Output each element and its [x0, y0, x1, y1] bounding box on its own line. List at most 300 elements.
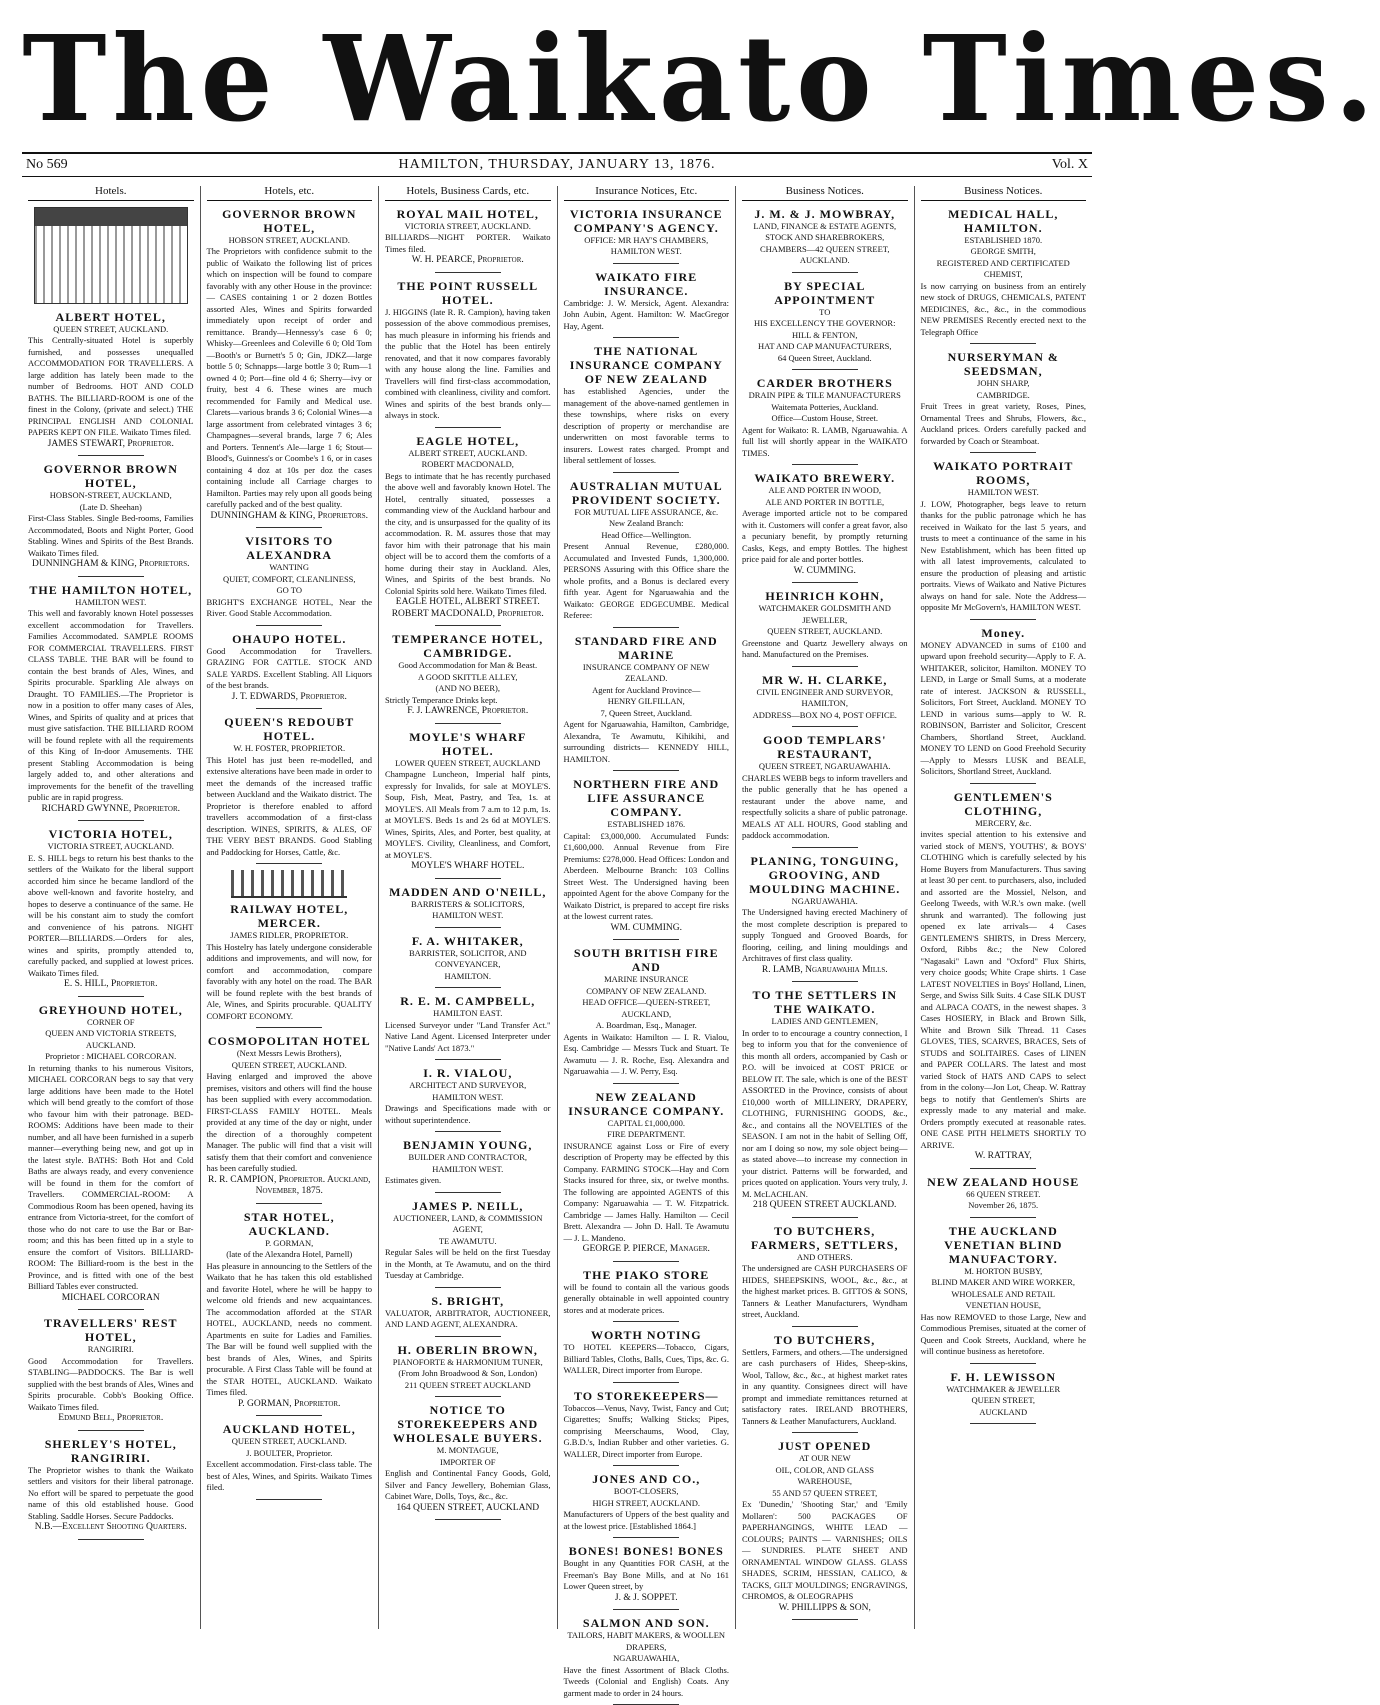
advertisement [742, 1439, 908, 1620]
advertisement [564, 270, 730, 339]
ad-subline: WATCHMAKER & JEWELLER [946, 1383, 1061, 1394]
ad-body: invites special attention to his extensive and varied stock of MEN'S, YOUTHS', & BOYS' CLOTHING which is carefully selected by his Home Buyers from Manufacturers. Thus saving at least 30 per cent. to purchasers, also, included and assorted are the Mossiel, Nelson, and Geelong Tweeds, with W.R.'s own make. (well shrunk and warranted). The following just opened ex late arrivals— 4 Cases GENTLEMEN'S SHIRTS, in Dress Mercery, Oxford, Ribbs &c.; the New Colored "Nagasaki" Lawn and "Oxford" Flux Shirts, very choice goods; White Crape shirts. 1 Case LATEST NOVELTIES in Boys' Holland, Linen, Serge, and Swiss Silk Suits. 4 Case SILK DUST and ALPACA COATS, in the newest shapes. 3 Cases HOSIERY, in Black and Brown Silk, White and Brown Silk Thread. 11 Cases GLOVES, TIES, SCARVES, BRACES, Sets of STUDS and SOLITAIRES. Cases of LINEN and PAPER COLLARS. The latest and most varied Stock of HATS AND CAPS to select from in the colony—Jon Lot, Cheap. W. Rattray begs to notify that Gentlemen's Shirts are expressly made to any material and make. Orders promptly executed at reasonable rates. ONE CASE PITH HELMETS SHORTLY TO ARRIVE. [920, 829, 1086, 1150]
divider [970, 1363, 1036, 1364]
ad-subline: MARINE INSURANCE [604, 974, 689, 984]
ad-title: MR W. H. CLARKE, [762, 672, 888, 687]
ad-subline: VICTORIA STREET, AUCKLAND. [47, 841, 174, 851]
advertisement [564, 1472, 730, 1538]
divider [78, 820, 144, 821]
ad-body: Average imported article not to be compared with it. Customers will confer a great favor, also a pecuniary benefit, by promptly returning Casks, Kegs, and empty Bottles. The highest price paid for ale and porter bottles. [742, 508, 908, 564]
ad-subline: QUEEN AND VICTORIA STREETS, [45, 1028, 177, 1038]
ad-title: JUST OPENED [778, 1439, 872, 1453]
ad-title: MOYLE'S WHARF HOTEL. [409, 729, 527, 758]
divider [256, 708, 322, 709]
ad-title: QUEEN'S REDOUBT HOTEL. [224, 715, 355, 743]
ad-title: J. M. & J. MOWBRAY, [754, 206, 896, 221]
ad-title: AUCKLAND HOTEL, [222, 1422, 356, 1436]
ad-subline: HAMILTON WEST. [432, 1163, 504, 1174]
ad-title: THE PIAKO STORE [583, 1267, 710, 1282]
ad-subline: LOWER QUEEN STREET, AUCKLAND [395, 757, 541, 768]
divider [970, 783, 1036, 784]
ad-subline: (Next Messrs Lewis Brothers), [236, 1048, 342, 1058]
ad-body: Estimates given. [385, 1175, 442, 1185]
advertisement [564, 946, 730, 1084]
advertisement [207, 534, 373, 626]
ad-title: BONES! BONES! BONES [568, 1544, 724, 1558]
advertisement [385, 885, 551, 928]
divider [256, 1203, 322, 1204]
advertisement [28, 462, 194, 577]
ad-subline: TO [819, 306, 831, 317]
ad-title: WAIKATO FIRE INSURANCE. [595, 269, 698, 298]
divider [970, 619, 1036, 620]
advertisement [207, 207, 373, 529]
column-3 [378, 186, 557, 1629]
ad-title: NOTICE TO STOREKEEPERS AND WHOLESALE BUYERS. [392, 1403, 543, 1445]
ad-body: Capital: £3,000,000. Accumulated Funds: £1,600,000. Annual Revenue from Fire Premiums: £278,000. Head Offices: London and Aberdeen. Melbourne Branch: 103 Collins Street West. The Undersigned having been appointed Agent for the above Company for the Waikato District, is prepared to accept fire risks at the lowest current rates. [563, 830, 729, 921]
ad-body: Having enlarged and improved the above premises, visitors and others will find the house has been supplied with every accommodation. FIRST-CLASS FAMILY HOTEL. Meals provided at any time of the day or night, under the direction of a thoroughly competent Manager. The public will find that a visit will satisfy them that their comfort and convenience has been carefully studied. [206, 1071, 372, 1173]
divider [792, 464, 858, 465]
ad-subline: WATCHMAKER GOLDSMITH AND JEWELLER, [758, 603, 891, 625]
ad-title: MADDEN AND O'NEILL, [389, 884, 547, 899]
ad-subline: ALBERT STREET, AUCKLAND. [408, 447, 528, 458]
ad-body: Licensed Surveyor under "Land Transfer Act." Native Land Agent. Licensed Interpreter under "Native Lands' Act 1873." [385, 1019, 551, 1053]
ad-body: This Hostelry has lately undergone considerable additions and improvements, and will now, for comfort and accommodation, compare favorably with any hotel on the road. The BAR will be found replete with the best brands of Ale, Wines, and Spirits procurable. QUALITY COMFORT ECONOMY. [206, 941, 372, 1021]
ad-signature: W. RATTRAY, [974, 1151, 1032, 1161]
ad-title: VICTORIA INSURANCE COMPANY'S AGENCY. [569, 206, 723, 235]
ad-subline: AT OUR NEW [798, 1453, 851, 1463]
divider [970, 1423, 1036, 1424]
divider [613, 770, 679, 771]
advertisement [742, 471, 908, 583]
divider [256, 527, 322, 528]
ad-body: Agent for Ngaruawahia, Hamilton, Cambridge, Alexandra, Te Awamutu, Kihikihi, and surrounding districts— KENNEDY HILL, HAMILTON. [563, 719, 729, 764]
advertisement [742, 1333, 908, 1434]
ad-title: HEINRICH KOHN, [765, 589, 885, 603]
column-heading: Hotels, Business Cards, etc. [385, 186, 551, 201]
ad-title: OHAUPO HOTEL. [232, 631, 347, 646]
advertisement [385, 1066, 551, 1132]
ad-subline: GO TO [276, 585, 302, 595]
ad-title: BENJAMIN YOUNG, [403, 1138, 533, 1152]
ad-body: Drawings and Specifications made with or without superintendence. [385, 1103, 551, 1125]
ad-subline: LADIES AND GENTLEMEN, [771, 1016, 878, 1026]
ad-signature: DUNNINGHAM & KING, Proprietors. [32, 559, 190, 569]
ad-subline: TE AWAMUTU. [438, 1235, 497, 1246]
ad-title: RAILWAY HOTEL, MERCER. [230, 902, 349, 930]
divider [256, 625, 322, 626]
advertisement [28, 583, 194, 822]
ad-body: Bought in any Quantities FOR CASH, at the Freeman's Bay Bone Mills, and at No 161 Lower Queen street, by [563, 1558, 729, 1591]
ad-signature: MOYLE'S WHARF HOTEL. [411, 861, 525, 871]
ad-subline: 64 Queen Street, Auckland. [777, 352, 872, 363]
ad-subline: QUEEN STREET, [971, 1395, 1036, 1405]
ad-title: ALBERT HOTEL, [55, 309, 166, 324]
advertisement [385, 434, 551, 627]
ad-subline: M. MONTAGUE, [436, 1445, 499, 1455]
ad-title: JONES AND CO., [592, 1472, 701, 1486]
dateline [22, 152, 1092, 177]
ad-signature: RICHARD GWYNNE, Proprietor. [41, 803, 181, 814]
ad-title: TO BUTCHERS, [774, 1332, 876, 1347]
advertisement [385, 934, 551, 989]
advertisement [385, 1138, 551, 1193]
ad-subline: CAMBRIDGE. [976, 389, 1030, 400]
ad-subline: WANTING [269, 562, 310, 572]
divider [435, 1287, 501, 1288]
advertisement [921, 207, 1087, 345]
ad-subline: QUEEN STREET, AUCKLAND. [767, 626, 883, 636]
ad-signature: R. R. CAMPION, Proprietor. Auckland, November, 1875. [208, 1174, 371, 1196]
ad-title: SOUTH BRITISH FIRE AND [573, 946, 719, 974]
advertisement [921, 1175, 1087, 1218]
ad-title: AUSTRALIAN MUTUAL PROVIDENT SOCIETY. [569, 478, 723, 507]
advertisement [742, 733, 908, 848]
advertisement [564, 207, 730, 264]
ad-signature: N.B.—Excellent Shooting Quarters. [34, 1522, 187, 1532]
ad-body: Strictly Temperance Drinks kept. [385, 694, 498, 705]
divider [792, 369, 858, 370]
ad-body: Has pleasure in announcing to the Settlers of the Waikato that he has taken this old established and favorite Hotel, where he will be happy to welcome old friends and new acquaintances. The accommodation afforded at the STAR HOTEL, AUCKLAND, needs no comment. Apartments en suite for Ladies and Families. The Bar will be found well supplied with the best brands of Ales, Wines, and Spirits procurable. A First Class Table will be found at the STAR HOTEL, AUCKLAND. Waikato Times filed. [206, 1260, 372, 1397]
issue-number: No 569 [26, 157, 68, 172]
advertisement [385, 730, 551, 879]
ad-subline: QUEEN STREET, AUCKLAND. [53, 323, 169, 334]
ad-subline: TAILORS, HABIT MAKERS, & WOOLLEN DRAPERS, [567, 1630, 726, 1652]
divider [435, 987, 501, 988]
ad-body: Champagne Luncheon, Imperial half pints, expressly for Invalids, for sale at MOYLE'S. Soup, Fish, Meat, Pastry, and Tea, 1s. at MOYLE'S. All Meals from 7 a.m to 12 p.m, 1s. at MOYLE'S. Beds 1s and 2s 6d at MOYLE'S. Wines, Spirits, Ales, and Porter, best quality, at MOYLE'S. Civility, Cleanliness, and Comfort, at MOYLE'S. [385, 769, 551, 860]
ad-body: has established Agencies, under the management of the above-named gentlemen in these townships, where risks on every description of property or merchandise are underwritten on most favorable terms to insurers. Lowest rates charged. Prompt and liberal settlement of losses. [563, 386, 729, 465]
ad-title: F. H. LEWISSON [950, 1369, 1057, 1384]
ad-body: In order to to encourage a country connection, I beg to inform you that for the convenience of this month all orders, accompanied by Cash or P.O. will be invoiced at COST PRICE or BELOW IT. The sale, which is one of the BEST ASSORTED in the Province, consists of about £10,000 worth of MILLINERY, DRAPERY, CLOTHING, FURNISHING GOODS, &c., &c., and contains all the NOVELTIES of the SEASON. I am not in the habit of Selling Off, nor am I doing so now, my sole object being—as stated above—to increase my connection in your district. Patterns will be forwarded, and prices quoted on application. Yours very truly, J. M. McLACHLAN. [742, 1027, 908, 1199]
advertisement [564, 1544, 730, 1610]
divider [613, 337, 679, 338]
ad-subline: ESTABLISHED 1870. [964, 234, 1043, 245]
ad-body: This Hotel has just been re-modelled, and extensive alterations have been made in order to meet the demands of the increased traffic between Auckland and the Waikato district. The Proprietor is therefore enabled to afford travellers accommodation of a first-class description. WINES, SPIRITS, & ALES, OF THE VERY BEST BRANDS. Good Stabling and Paddocking for Horses, Cattle, &c. [206, 754, 372, 857]
ad-title: TO BUTCHERS, FARMERS, SETTLERS, [751, 1223, 899, 1252]
ad-title: SALMON AND SON. [582, 1616, 710, 1630]
ad-subline: Office—Custom House, Street. [771, 413, 879, 423]
ad-signature: 164 QUEEN STREET, AUCKLAND [396, 1502, 540, 1513]
ad-subline: (late of the Alexandra Hotel, Parnell) [226, 1249, 353, 1259]
ad-signature: GEORGE P. PIERCE, Manager. [582, 1244, 710, 1254]
ad-signature: J. & J. SOPPET. [614, 1592, 678, 1603]
ad-subline: HENRY GILFILLAN, [607, 696, 685, 706]
ad-title: F. A. WHITAKER, [411, 933, 524, 948]
ad-subline: HAMILTON WEST. [432, 910, 504, 920]
ad-subline: PIANOFORTE & HARMONIUM TUNER, [392, 1356, 543, 1367]
advertisement [742, 1224, 908, 1327]
advertisement [742, 376, 908, 465]
ad-title: NEW ZEALAND INSURANCE COMPANY. [568, 1089, 725, 1118]
ad-subline: HAMILTON. [444, 970, 492, 981]
advertisement [207, 1034, 373, 1204]
divider [435, 1336, 501, 1337]
advertisement [385, 207, 551, 273]
column-1 [22, 186, 200, 1629]
ad-title: TO STOREKEEPERS— [573, 1388, 719, 1403]
divider [435, 1131, 501, 1132]
ad-subline: CAPITAL £1,000,000. [607, 1117, 685, 1128]
divider [435, 1519, 501, 1520]
ad-body: The Undersigned having erected Machinery of the most complete description is prepared to supply Tongued and Grooved Boards, for flooring, ceiling, and lining mouldings and Architraves of first class quality. [742, 907, 908, 963]
ad-body: The Proprietor wishes to thank the Waikato settlers and visitors for their liberal patronage. No effort will be spared to perpetuate the good name of this old established house. Good Stabling. Saddle Horses. Secure Paddocks. [28, 1464, 194, 1521]
ad-body: Is now carrying on business from an entirely new stock of DRUGS, CHEMICALS, PATENT MEDICINES, &c., &c., in the commodious NEW PREMISES Recently erected next to the Telegraph Office [920, 280, 1086, 337]
ad-subline: FIRE DEPARTMENT. [607, 1129, 686, 1139]
ad-title: THE AUCKLAND VENETIAN BLIND MANUFACTORY. [944, 1223, 1063, 1266]
ad-title: MEDICAL HALL, HAMILTON. [948, 206, 1059, 235]
ad-signature: JAMES STEWART, Proprietor. [47, 438, 174, 449]
ad-title: PLANING, TONGUING, GROOVING, AND MOULDING MACHINE. [749, 853, 901, 896]
ad-subline: STOCK AND SHAREBROKERS, [765, 232, 885, 242]
divider [256, 863, 322, 864]
divider [78, 1430, 144, 1431]
ad-subline: MERCERY, &c. [975, 817, 1032, 828]
ad-subline: AUCKLAND. [85, 1039, 136, 1050]
ad-subline: P. GORMAN, [265, 1237, 314, 1248]
ad-subline: BUILDER AND CONTRACTOR, [408, 1152, 528, 1162]
ad-title: H. OBERLIN BROWN, [397, 1342, 538, 1357]
masthead-title: The Waikato Times. [22, 9, 1380, 148]
column-6 [914, 186, 1093, 1629]
advertisement [742, 279, 908, 371]
ad-body: MONEY ADVANCED in sums of £100 and upward upon freehold security—Apply to F. A. WHITAKER, solicitor, Hamilton. MONEY TO LEND, in Large or Small Sums, at a moderate rate of interest. JACKSON & RUSSELL, Solicitors, Fort Street, Auckland. MONEY TO LEND in various sums—apply to W. R. ROBINSON, Barrister and Solicitor, Crescent Chambers, Shortland Street, Auckland. MONEY TO LEND on Good Freehold Security—Apply to Messrs LUSK and BEALE, Solicitors, Shortland Street, Auckland. [920, 639, 1086, 776]
ad-body: E. S. HILL begs to return his best thanks to the settlers of the Waikato for the liberal support accorded him since he became landlord of the above well-known and favorite hostelry, and hopes to deserve a continuance of the same. He will be his constant aim to study the comfort and convenience of his patrons. NIGHT PORTER—BILLIARDS.—Orders for ales, wines and spirits, promptly attended to, carefully packed, and supplied at lowest prices. Waikato Times filed. [28, 852, 194, 978]
divider [613, 472, 679, 473]
column-2 [200, 186, 379, 1629]
train-engraving-image [231, 870, 347, 898]
ad-subline: J. BOULTER, Proprietor. [246, 1447, 333, 1458]
divider [613, 263, 679, 264]
ad-body: Fruit Trees in great variety, Roses, Pines, Ornamental Trees and Shrubs, Flowers, &c., Auckland prices. Orders carefully packed and forwarded by Coach or Steamboat. [920, 401, 1086, 446]
advertisement [564, 1389, 730, 1467]
ad-subline: CIVIL ENGINEER AND SURVEYOR, [756, 686, 893, 697]
ad-subline: QUIET, COMFORT, CLEANLINESS, [222, 573, 356, 584]
ad-title: JAMES P. NEILL, [412, 1198, 524, 1213]
divider [970, 343, 1036, 344]
advertisement [28, 827, 194, 997]
ad-subline: Head Office—Wellington. [601, 529, 692, 540]
ad-title: R. E. M. CAMPBELL, [400, 994, 536, 1008]
ad-body: CHARLES WEBB begs to inform travellers and the public generally that he has opened a restaurant under the above name, and respectfully solicits a share of public patronage. MEALS AT ALL HOURS, Good stabling and paddock accommodation. [742, 772, 908, 840]
ad-subline: (From John Broadwood & Son, London) [398, 1368, 538, 1378]
column-heading: Hotels. [28, 186, 194, 201]
ad-title: GENTLEMEN'S CLOTHING, [953, 789, 1053, 818]
ad-subline: HEAD OFFICE—QUEEN-STREET, AUCKLAND, [582, 997, 711, 1019]
ad-signature: P. GORMAN, Proprietor. [238, 1398, 341, 1409]
ad-body: J. HIGGINS (late R. R. Campion), having taken possession of the above commodious premises, has much pleasure in informing his friends and the public that the Hotel has been entirely renovated, and that it now compares favorably with any house along the line. Families and Travellers will find first-class accommodation, combined with cleanliness, civility and comfort. Wines and spirits of the best brands only—always in stock. [385, 306, 551, 420]
ad-body: will be found to contain all the various goods generally obtainable in well appointed country stores and at moderate prices. [563, 1281, 729, 1315]
ad-subline: CORNER OF [87, 1016, 135, 1027]
ad-body: Good Accommodation for Travellers. GRAZING FOR CATTLE. STOCK AND SALE YARDS. Excellent Stabling. All Liquors of the best brands. [206, 645, 372, 690]
divider [78, 455, 144, 456]
column-4 [557, 185, 736, 1698]
ad-subline: HAMILTON, [801, 698, 849, 708]
ad-body: Have the finest Assortment of Black Cloths. Tweeds (Colonial and English) Coats. Any garment made to order in 24 hours. [563, 1664, 729, 1698]
ad-subline: HAMILTON WEST. [432, 1091, 504, 1102]
ad-signature: MICHAEL CORCORAN [61, 1292, 160, 1303]
columns-container [22, 185, 1092, 1698]
ad-signature: 218 QUEEN STREET AUCKLAND. [753, 1200, 897, 1210]
advertisement [28, 1316, 194, 1431]
divider [613, 1382, 679, 1383]
ad-title: ROYAL MAIL HOTEL, [396, 206, 539, 221]
divider [78, 1539, 144, 1540]
ad-title: NEW ZEALAND HOUSE [927, 1174, 1080, 1189]
advertisement [385, 1403, 551, 1520]
advertisement [921, 1370, 1087, 1425]
ad-subline: New Zealand Branch: [608, 518, 684, 528]
advertisement [564, 1090, 730, 1262]
ad-body: Has now REMOVED to those Large, New and Commodious Premises, situated at the corner of Queen and Cook Streets, Auckland, where he will continue business as heretofore. [920, 1311, 1086, 1356]
ad-subline: RANGIRIRI. [87, 1344, 134, 1354]
ad-title: WAIKATO PORTRAIT ROOMS, [933, 459, 1074, 487]
ad-subline: BLIND MAKER AND WIRE WORKER, [931, 1277, 1075, 1287]
advertisement [207, 1422, 373, 1500]
divider [256, 1027, 322, 1028]
ad-subline: REGISTERED AND CERTIFICATED [936, 257, 1070, 268]
divider [792, 1326, 858, 1327]
ad-body: The Proprietors with confidence submit to the public of Waikato the following list of prices which on inspection will be found to compare favorably with any other House in the province:— CASES containing 1 or 2 dozen Bottles assorted Ales, Wines and Spirits forwarded immediately upon receipt of order and remittance. Brandy—Hennessy's case 6 0; Whisky—Greenlees and Coleville 6 0; Old Tom—Booth's or Burnett's 5 0; Gin, JDKZ—large bottle 5 0; Schnapps—large bottle 3 0; Rum—1 owned 4 0; Port—fine old 4 6; Sherry—ivy or fruity, best 4 6. These wines are much recommended for Family and Medical use. Clarets—various brands 3 6; Colonial Wines—a large assortment from celebrated vintages 3 6; Champagnes—several brands, large 7 6; Ales and Porters. Tennent's Ale—large 1 6; Stout—Blood's, Guinness's or Coombe's 1 6, or in cases containing 4 doz at 10s per doz the cases containing include all Carriage charges to Hamilton. Parties may rely upon all goods being carefully packed and of the best quality. [206, 246, 372, 509]
ad-title: COSMOPOLITAN HOTEL [207, 1034, 371, 1048]
ad-subline: GEORGE SMITH, [970, 246, 1036, 256]
divider [78, 576, 144, 577]
ad-subline: QUEEN STREET, AUCKLAND. [231, 1436, 347, 1446]
ad-body: Regular Sales will be held on the first Tuesday in the Month, at Te Awamutu, and on the third Tuesday at Cambridge. [385, 1247, 551, 1280]
advertisement [742, 207, 908, 273]
ad-subline: QUEEN STREET, NGARUAWAHIA. [758, 761, 891, 771]
ad-subline: 211 QUEEN STREET AUCKLAND [404, 1379, 531, 1390]
column-heading: Business Notices. [921, 186, 1087, 201]
ad-subline: JOHN SHARP, [977, 378, 1030, 388]
ad-title: SHERLEY'S HOTEL, RANGIRIRI. [44, 1436, 177, 1465]
ad-subline: WHOLESALE AND RETAIL [951, 1288, 1056, 1299]
divider [435, 625, 501, 626]
divider [435, 272, 501, 273]
divider [792, 726, 858, 727]
ad-signature: E. S. HILL, Proprietor. [64, 979, 158, 989]
ad-title: THE POINT RUSSELL HOTEL. [397, 278, 539, 307]
ad-title: WORTH NOTING [590, 1328, 702, 1342]
ad-body: Greenstone and Quartz Jewellery always on hand. Manufactured on the Premises. [742, 637, 908, 659]
ad-subline: NGARUAWAHIA. [791, 895, 858, 906]
ad-title: TO THE SETTLERS IN THE WAIKATO. [752, 988, 898, 1016]
ad-subline: HIS EXCELLENCY THE GOVERNOR: [754, 318, 896, 328]
divider [792, 981, 858, 982]
ad-subline: (AND NO BEER), [435, 683, 500, 693]
ad-body: Settlers, Farmers, and others.—The undersigned are cash purchasers of Hides, Sheep-skins, Wool, Tallow, &c., &c., at highest market rates in any quantity. Consignees direct will have prompt and immediate remittances returned at satisfactory rates. IRELAND BROTHERS, Tanners & Leather Manufacturers, Auckland. [742, 1346, 908, 1426]
ad-title: VICTORIA HOTEL, [48, 827, 173, 841]
ad-subline: HAMILTON WEST. [967, 487, 1039, 497]
column-heading: Business Notices. [742, 186, 908, 201]
ad-body: BRIGHT'S EXCHANGE HOTEL, Near the River. Good Stable Accommodation. [206, 596, 372, 618]
divider [435, 927, 501, 928]
advertisement [28, 1437, 194, 1540]
advertisement [385, 1343, 551, 1398]
ad-title: GREYHOUND HOTEL, [38, 1002, 183, 1017]
ad-subline: NGARUAWAHIA, [613, 1653, 680, 1663]
advertisement [564, 634, 730, 772]
ad-subline: INSURANCE COMPANY OF NEW ZEALAND. [582, 661, 710, 683]
ad-signature: J. T. EDWARDS, Proprietor. [231, 691, 347, 702]
ad-body: This well and favorably known Hotel possesses excellent accommodation for Travellers. Families Accommodated. SAMPLE ROOMS FOR COMMERCIAL TRAVELLERS. FIRST CLASS TABLE. THE BAR will be found to contain the best brands of Ales, Wines, and Spirits procurable. Sparkling Ale always on Draught. TO FAMILIES.—The Proprietor is now in a position to offer many cases of Ales, Wines, and Spirits of quality and at prices that must give satisfaction. THE BILLIARD ROOM will be found replete with all the requirements of this King of In-door Amusements. THE present Stabling Accommodation is being largely added to, and other alterations and improvements for the benefit of the travelling public are in rapid progress. [28, 608, 194, 802]
advertisement [564, 344, 730, 473]
ad-body: Agents in Waikato: Hamilton — I. R. Vialou, Esq. Cambridge — Messrs Tuck and Stuart. Te Awamutu — J. R. Roche, Esq. Alexandra and Ngaruawahia — J. W. Perry, Esq. [563, 1031, 729, 1076]
advertisement [742, 988, 908, 1218]
advertisement [28, 207, 194, 457]
advertisement [921, 459, 1087, 620]
ad-subline: CHAMBERS—42 QUEEN STREET, AUCKLAND. [760, 243, 890, 265]
divider [792, 1432, 858, 1433]
divider [435, 1192, 501, 1193]
ad-subline: BARRISTER, SOLICITOR, AND CONVEYANCER, [409, 947, 527, 969]
ad-subline: FOR MUTUAL LIFE ASSURANCE, &c. [574, 506, 719, 517]
advertisement [385, 1294, 551, 1337]
ad-signature: W. CUMMING. [793, 565, 856, 576]
advertisement [385, 994, 551, 1060]
ad-subline: LAND, FINANCE & ESTATE AGENTS, [753, 220, 897, 231]
advertisement [921, 1224, 1087, 1364]
ad-subline: November 26, 1875. [968, 1200, 1039, 1210]
divider [613, 1609, 679, 1610]
ad-body: TO HOTEL KEEPERS—Tobacco, Cigars, Billiard Tables, Cloths, Balls, Cues, Tips, &c. G. WALLER, Direct importer from Europe. [563, 1342, 729, 1375]
divider [256, 1499, 322, 1500]
ad-subline: HAMILTON WEST. [75, 596, 147, 607]
ad-title: TRAVELLERS' REST HOTEL, [44, 1316, 178, 1344]
ad-title: NURSERYMAN & SEEDSMAN, [947, 350, 1059, 378]
ad-subline: AND OTHERS. [796, 1251, 853, 1262]
ad-signature: EAGLE HOTEL, ALBERT STREET. ROBERT MACDONALD, Proprietor. [391, 597, 544, 619]
divider [792, 1217, 858, 1218]
ad-body: INSURANCE against Loss or Fire of every description of Property may be effected by this Company. FARMING STOCK—Hay and Corn Stacks insured for three, six, or twelve months. The following are appointed AGENTS of this Company: Ngaruawahia — T. W. Fitzpatrick. Cambridge — James Hally. Hamilton — Cecil Brett. Alexandra — John D. Hall. Te Awamutu — J. L. Mandeno. [563, 1140, 729, 1243]
ad-signature: W. H. PEARCE, Proprietor. [411, 255, 524, 265]
advertisement [564, 777, 730, 940]
advertisement [564, 1328, 730, 1383]
ad-title: TEMPERANCE HOTEL, CAMBRIDGE. [392, 632, 544, 660]
ad-signature: Edmund Bell, Proprietor. [58, 1413, 164, 1423]
advertisement [742, 854, 908, 983]
advertisement [207, 715, 373, 864]
ad-signature: R. LAMB, Ngaruawahia Mills. [761, 964, 888, 975]
divider [435, 427, 501, 428]
ad-signature: WM. CUMMING. [610, 922, 682, 933]
advertisement [742, 589, 908, 667]
ad-subline: ALE AND PORTER IN WOOD, [768, 485, 881, 495]
divider [435, 723, 501, 724]
ad-title: GOVERNOR BROWN HOTEL, [222, 206, 357, 235]
ad-subline: HAT AND CAP MANUFACTURERS, [757, 341, 892, 351]
ad-body: Good Accommodation for Travellers. STABLING—PADDOCKS. The Bar is well supplied with the best brands of Ales, Wines and Spirits procurable. Cobb's Booking Office. Waikato Times filed. [28, 1355, 194, 1412]
ad-subline: HIGH STREET, AUCKLAND. [592, 1497, 700, 1508]
ad-title: GOVERNOR BROWN HOTEL, [43, 462, 178, 490]
ad-body: Excellent accommodation. First-class table. The best of Ales, Wines, and Spirits. Waikato Times filed. [206, 1459, 372, 1492]
ad-subline: 7, Queen Street, Auckland. [600, 707, 693, 718]
ad-subline: QUEEN STREET, AUCKLAND. [231, 1059, 347, 1070]
advertisement [385, 632, 551, 724]
advertisement [385, 279, 551, 428]
ad-subline: BARRISTERS & SOLICITORS, [411, 898, 525, 909]
ad-title: STANDARD FIRE AND MARINE [574, 633, 718, 662]
ad-subline: OFFICE: MR HAY'S CHAMBERS, HAMILTON WEST. [584, 234, 709, 256]
divider [613, 1321, 679, 1322]
advertisement [207, 1210, 373, 1417]
ad-subline: AUCKLAND [979, 1406, 1028, 1417]
divider [792, 272, 858, 273]
ad-subline: 55 AND 57 QUEEN STREET, [772, 1487, 878, 1498]
volume-number: Vol. X [1051, 157, 1088, 172]
ad-body: J. LOW, Photographer, begs leave to return thanks for the public patronage which he has received in Waikato for the last 5 years, and trusts to meet a continuance of the same in his New Establishment, which has been fitted up with all latest improvements, calculated to ensure the production of pleasing and artistic portraits. Views of Waikato and Native Pictures always on hand for sale. Note the Address—opposite Mr McGovern's, HAMILTON WEST. [920, 498, 1086, 612]
ad-title: I. R. VIALOU, [423, 1066, 513, 1080]
ad-body: Tobaccos—Venus, Navy, Twist, Fancy and Cut; Cigarettes; Snuffs; Walking Sticks; Pipes, comprising Meerschaums, Wood, Clay, G.B.D.'s, Indian Rubber and other varieties. G. WALLER, Direct importer from Europe. [563, 1402, 729, 1459]
